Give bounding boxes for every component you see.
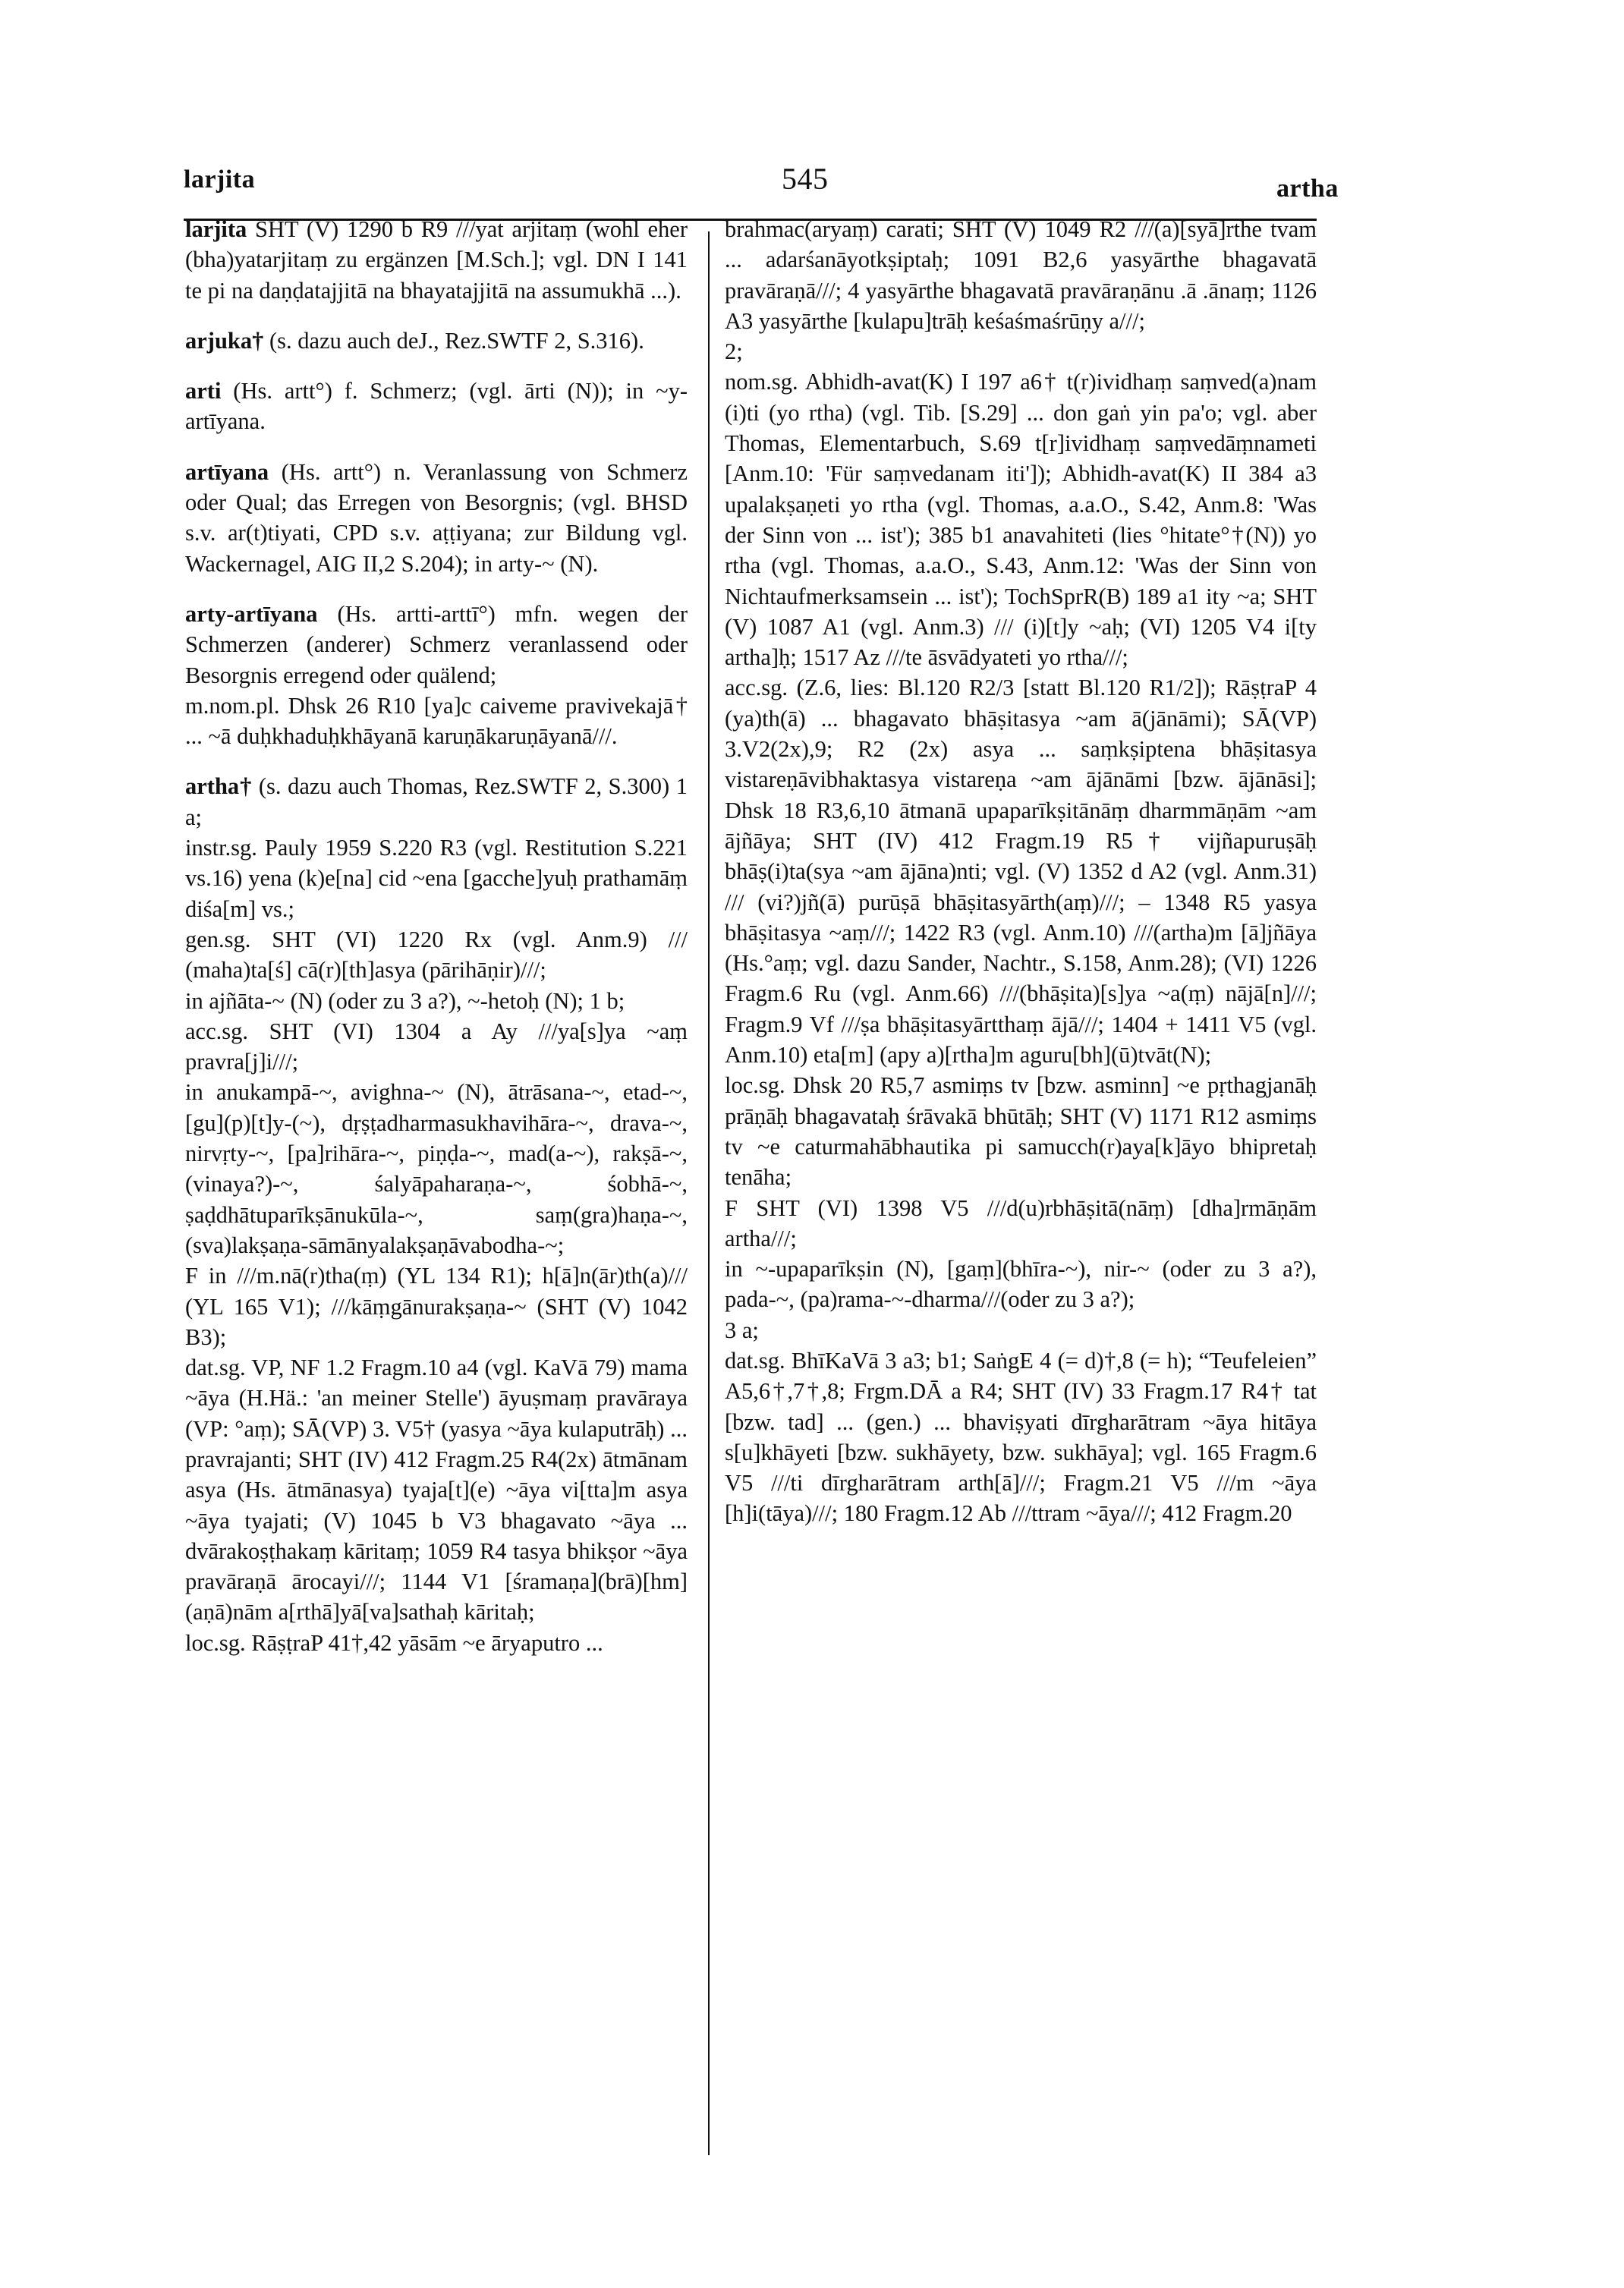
entry-text: (Hs. artt°) n. Veranlassung von Schmerz oder Qual; das Erregen von Besorgnis; (vgl. BHSD s.v. ar(t)tiyati, CPD s.v. aṭṭiyana; zur Bildung vgl. Wackernagel, AIG II,2 S.204); in arty-~ (N).: [185, 458, 688, 577]
dictionary-entry: [185, 771, 688, 832]
running-head-right: artha: [1276, 175, 1339, 203]
entry-paragraph: [185, 924, 688, 986]
entry-text: loc.sg. Dhsk 20 R5,7 asmiṃs tv [bzw. asminn] ~e pṛthagjanāḥ prāṇāḥ bhagavataḥ śrāvakā bhūtāḥ; SHT (V) 1171 R12 asmiṃs tv ~e caturmahābhautika pi samucch(r)aya[k]āyo bhipretaḥ tenāha;: [725, 1072, 1317, 1191]
entry-paragraph: [185, 1077, 688, 1260]
entry-text: in ~-upaparīkṣin (N), [gaṃ](bhīra-~), nir-~ (oder zu 3 a?), pada-~, (pa)rama-~-dharma///(oder zu 3 a?);: [725, 1256, 1317, 1313]
entry-paragraph: [185, 1628, 688, 1658]
page-number: 545: [782, 162, 829, 196]
entry-text: 3 a;: [725, 1317, 759, 1343]
entry-text: F in ///m.nā(r)tha(ṃ) (YL 134 R1); h[ā]n(ār)th(a)/// (YL 165 V1); ///kāṃgānurakṣaṇa-~ (SHT (V) 1042 B3);: [185, 1263, 688, 1350]
entry-text: gen.sg. SHT (VI) 1220 Rx (vgl. Anm.9) /// (maha)ta[ś] cā(r)[th]asya (pārihāṇir)///;: [185, 926, 688, 983]
entry-text: (Hs. artt°) f. Schmerz; (vgl. ārti (N)); in ~y-artīyana.: [185, 378, 688, 435]
entry-paragraph: [185, 691, 688, 752]
entry-text: m.nom.pl. Dhsk 26 R10 [ya]c caiveme pravivekajā† ... ~ā duḥkhaduḥkhāyanā karuṇākaruṇāyanā///.: [185, 692, 688, 750]
dictionary-entry: [185, 214, 688, 306]
entry-paragraph: [185, 832, 688, 924]
entry-paragraph: [185, 986, 688, 1016]
entry-paragraph: [725, 214, 1317, 336]
entry-headword: larjita: [185, 216, 247, 242]
entry-text: (s. dazu auch deJ., Rez.SWTF 2, S.316).: [263, 327, 644, 354]
entry-text: instr.sg. Pauly 1959 S.220 R3 (vgl. Restitution S.221 vs.16) yena (k)e[na] cid ~ena [gacche]yuḥ prathamāṃ diśa[m] vs.;: [185, 835, 688, 922]
entry-text: (Hs. artti-arttī°) mfn. wegen der Schmerzen (anderer) Schmerz veranlassend oder Besorgnis erregend oder quälend;: [185, 600, 688, 688]
entry-headword: arti: [185, 378, 222, 404]
entry-paragraph: [185, 1260, 688, 1352]
entry-paragraph: [725, 1254, 1317, 1315]
entry-text: acc.sg. SHT (VI) 1304 a Ay ///ya[s]ya ~aṃ pravra[j]i///;: [185, 1018, 688, 1075]
entry-text: (s. dazu auch Thomas, Rez.SWTF 2, S.300) 1 a;: [185, 773, 688, 830]
dictionary-entry: [185, 599, 688, 691]
column-separator: [708, 231, 710, 2155]
entry-text: 2;: [725, 338, 743, 365]
entry-headword: arty-artīyana: [185, 600, 318, 627]
entry-text: dat.sg. BhīKaVā 3 a3; b1; SaṅgE 4 (= d)†,8 (= h); “Teufeleien” A5,6†,7†,8; Frgm.DĀ a R4; SHT (IV) 33 Fragm.17 R4† tat [bzw. tad] ... (gen.) ... bhaviṣyati dīrgharātram ~āya hitāya s[u]khāyeti [bzw. sukhāyety, bzw. sukhāya]; vgl. 165 Fragm.6 V5 ///ti dīrgharātram arth[ā]///; Fragm.21 V5 ///m ~āya [h]i(tāya)///; 180 Fragm.12 Ab ///ttram ~āya///; 412 Fragm.20: [725, 1347, 1317, 1527]
entry-headword: arjuka†: [185, 327, 264, 354]
entry-paragraph: [725, 367, 1317, 672]
dictionary-entry: [185, 376, 688, 437]
entry-paragraph: [725, 336, 1317, 367]
entry-paragraph: [185, 1352, 688, 1628]
entry-text: in ajñāta-~ (N) (oder zu 3 a?), ~-hetoḥ (N); 1 b;: [185, 987, 625, 1014]
entry-paragraph: [725, 1070, 1317, 1192]
entry-headword: artha†: [185, 773, 253, 800]
entry-paragraph: [725, 672, 1317, 1070]
dictionary-entry: [185, 457, 688, 579]
entry-paragraph: [185, 1016, 688, 1078]
left-column: [185, 214, 688, 1658]
dictionary-entry: [185, 326, 688, 356]
entry-text: F SHT (VI) 1398 V5 ///d(u)rbhāṣitā(nāṃ) [dha]rmāṇām artha///;: [725, 1194, 1317, 1251]
entry-headword: artīyana: [185, 458, 269, 485]
entry-paragraph: [725, 1345, 1317, 1529]
entry-text: loc.sg. RāṣṭraP 41†,42 yāsām ~e āryaputro ...: [185, 1629, 603, 1656]
entry-text: dat.sg. VP, NF 1.2 Fragm.10 a4 (vgl. KaVā 79) mama ~āya (H.Hä.: 'an meiner Stelle') āyuṣmaṃ pravāraya (VP: °aṃ); SĀ(VP) 3. V5† (yasya ~āya kulaputrāḥ) ... pravrajanti; SHT (IV) 412 Fragm.25 R4(2x) ātmānam asya (Hs. ātmānasya) tyaja[t](e) ~āya vi[tta]m asya ~āya tyajati; (V) 1045 b V3 bhagavato ~āya ... dvārakoṣṭhakaṃ kāritaṃ; 1059 R4 tasya bhikṣor ~āya pravāraṇā ārocayi///; 1144 V1 [śramaṇa](brā)[hm](aṇā)nām a[rthā]yā[va]sathaḥ kāritaḥ;: [185, 1355, 688, 1626]
entry-text: nom.sg. Abhidh-avat(K) I 197 a6† t(r)ividhaṃ saṃved(a)nam (i)ti (yo rtha) (vgl. Tib. [S.29] ... don gaṅ yin pa'o; vgl. aber Thomas, Elementarbuch, S.69 t[r]ividhaṃ saṃvedāṃnameti [Anm.10: 'Für saṃvedanam iti']); Abhidh-avat(K) II 384 a3 upalakṣaṇeti yo rtha (vgl. Thomas, a.a.O., S.42, Anm.8: 'Was der Sinn von ... ist'); 385 b1 anavahiteti (lies °hitate°†(N)) yo rtha (vgl. Thomas, a.a.O., S.43, Anm.12: 'Was der Sinn von Nichtaufmerksamsein ... ist'); TochSprR(B) 189 a1 ity ~a; SHT (V) 1087 A1 (vgl. Anm.3) /// (i)[t]y ~aḥ; (VI) 1205 V4 i[ty artha]ḥ; 1517 Az ///te āsvādyateti yo rtha///;: [725, 369, 1317, 671]
entry-text: in anukampā-~, avighna-~ (N), ātrāsana-~, etad-~, [gu](p)[t]y-(~), dṛṣṭadharmasukhavihāra-~, drava-~, nirvṛty-~, [pa]rihāra-~, piṇḍa-~, mad(a-~), rakṣā-~, (vinaya?)-~, śalyāpaharaṇa-~, śobhā-~, ṣaḍdhātuparīkṣānukūla-~, saṃ(gra)haṇa-~, (sva)lakṣaṇa-sāmānyalakṣaṇāvabodha-~;: [185, 1079, 688, 1258]
entry-text: brahmac(aryaṃ) carati; SHT (V) 1049 R2 ///(a)[syā]rthe tvam ... adarśanāyotkṣiptaḥ; 1091 B2,6 yasyārthe bhagavatā pravāraṇā///; 4 yasyārthe bhagavatā pravāraṇānu .ā .ānaṃ; 1126 A3 yasyārthe [kulapu]trāḥ keśaśmaśrūṇy a///;: [725, 216, 1317, 334]
running-head-left: larjita: [184, 165, 256, 194]
right-column: [725, 214, 1317, 1529]
entry-paragraph: [725, 1315, 1317, 1345]
entry-text: SHT (V) 1290 b R9 ///yat arjitaṃ (wohl eher (bha)yatarjitaṃ zu ergänzen [M.Sch.]; vgl. DN I 141 te pi na daṇḍatajjitā na bhayatajjitā na assumukhā ...).: [185, 216, 688, 304]
entry-paragraph: [725, 1193, 1317, 1254]
entry-text: acc.sg. (Z.6, lies: Bl.120 R2/3 [statt Bl.120 R1/2]); RāṣṭraP 4 (ya)th(ā) ... bhagavato bhāṣitasya ~am ā(jānāmi); SĀ(VP) 3.V2(2x),9; R2 (2x) asya ... saṃkṣiptena bhāṣitasya vistareṇāvibhaktasya vistareṇa ~am ājānāmi [bzw. ājānāsi]; Dhsk 18 R3,6,10 ātmanā upaparīkṣitānāṃ dharmmāṇām ~am ājñāya; SHT (IV) 412 Fragm.19 R5† vijñapuruṣāḥ bhāṣ(i)ta(sya ~am ājāna)nti; vgl. (V) 1352 d A2 (vgl. Anm.31) /// (vi?)jñ(ā) purūṣā bhāṣitasyārth(aṃ)///; – 1348 R5 yasya bhāṣitasya ~aṃ///; 1422 R3 (vgl. Anm.10) ///(artha)m [ā]jñāya (Hs.°aṃ; vgl. dazu Sander, Nachtr., S.158, Anm.28); (VI) 1226 Fragm.6 Ru (vgl. Anm.66) ///(bhāṣita)[s]ya ~a(ṃ) nājā[n]///; Fragm.9 Vf ///ṣa bhāṣitasyārtthaṃ ājā///; 1404 + 1411 V5 (vgl. Anm.10) eta[m] (apy a)[rtha]m aguru[bh](ū)tvāt(N);: [725, 675, 1317, 1068]
